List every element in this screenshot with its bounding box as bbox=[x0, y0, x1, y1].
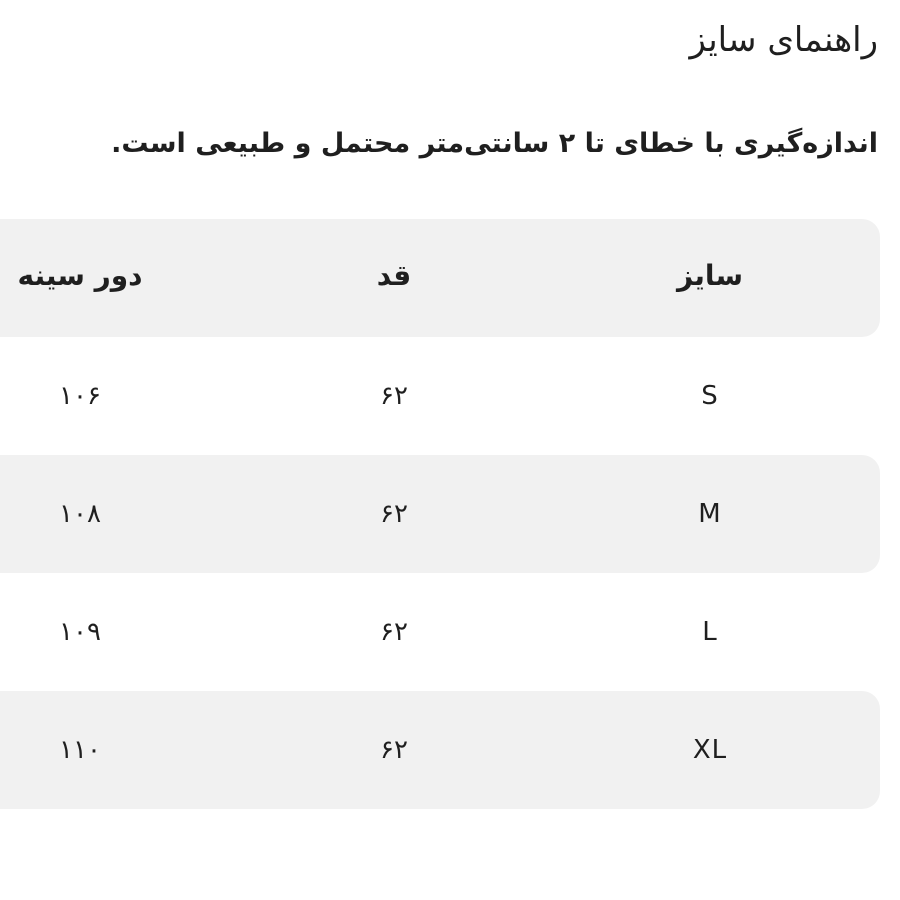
header-height: قد bbox=[376, 259, 412, 292]
table-row bbox=[0, 691, 880, 809]
cell-height: ۶۲ bbox=[380, 617, 408, 647]
size-guide-table bbox=[0, 219, 880, 809]
table-row bbox=[0, 337, 880, 455]
table-header-row bbox=[0, 219, 880, 337]
cell-size: S bbox=[701, 381, 719, 411]
header-chest: دور سینه bbox=[17, 259, 143, 292]
header-size: سایز bbox=[677, 259, 743, 292]
cell-height: ۶۲ bbox=[380, 735, 408, 765]
table-row bbox=[0, 573, 880, 691]
cell-size: L bbox=[702, 617, 718, 647]
cell-height: ۶۲ bbox=[380, 381, 408, 411]
cell-chest: ۱۰۶ bbox=[59, 381, 101, 411]
page-title: راهنمای سایز bbox=[689, 20, 878, 60]
cell-chest: ۱۱۰ bbox=[59, 735, 101, 765]
cell-size: M bbox=[698, 499, 722, 529]
cell-chest: ۱۰۹ bbox=[59, 617, 101, 647]
table-row bbox=[0, 455, 880, 573]
cell-size: XL bbox=[692, 735, 728, 765]
cell-chest: ۱۰۸ bbox=[59, 499, 101, 529]
measurement-note: اندازه‌گیری با خطای تا ۲ سانتی‌متر محتمل و طبیعی است. bbox=[111, 128, 878, 159]
cell-height: ۶۲ bbox=[380, 499, 408, 529]
